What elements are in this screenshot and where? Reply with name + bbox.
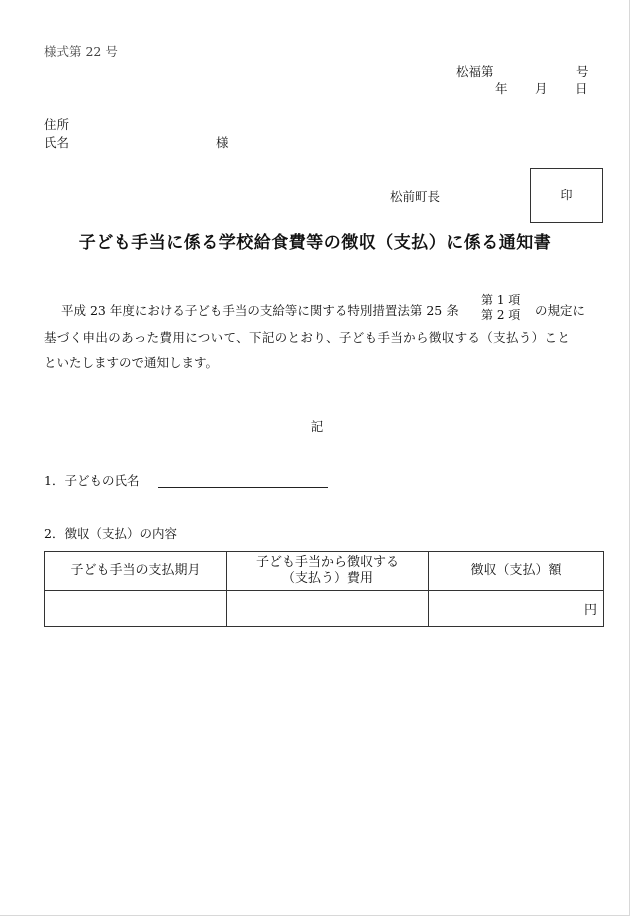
header-expense bbox=[227, 552, 429, 591]
clause-option-1: 第 1 項 bbox=[481, 293, 521, 307]
name-label: 氏名 bbox=[44, 135, 70, 150]
header-expense-text: 子ども手当から徴収する （支払う）費用 bbox=[255, 555, 399, 586]
seal-box bbox=[530, 168, 603, 223]
date-month: 月 bbox=[535, 81, 548, 96]
header-payment-month-text: 子ども手当の支払期月 bbox=[70, 563, 201, 579]
payment-month-cell[interactable] bbox=[45, 591, 227, 627]
child-name-label: 1．子どもの氏名 bbox=[44, 473, 140, 488]
child-name-field[interactable] bbox=[158, 487, 328, 488]
body-line-2: 基づく申出のあった費用について、下記のとおり、子ども手当から徴収する（支払う）こと bbox=[44, 330, 571, 345]
reference-suffix: 号 bbox=[576, 64, 589, 79]
body-line-3: といたしますので通知します。 bbox=[44, 355, 219, 370]
reference-prefix: 松福第 bbox=[456, 64, 494, 79]
expense-cell[interactable] bbox=[227, 591, 429, 627]
table-row bbox=[45, 591, 604, 627]
reference-number bbox=[456, 64, 589, 79]
seal-label: 印 bbox=[560, 188, 573, 203]
body-line-1-end: の規定に bbox=[535, 303, 586, 318]
address-label: 住所 bbox=[44, 117, 70, 132]
collection-content-label: 2．徴収（支払）の内容 bbox=[44, 526, 177, 541]
clause-option-2: 第 2 項 bbox=[481, 308, 521, 322]
date-day: 日 bbox=[575, 81, 588, 96]
form-number: 様式第 22 号 bbox=[44, 44, 118, 59]
amount-cell[interactable]: 円 bbox=[429, 591, 604, 627]
document-title: 子ども手当に係る学校給食費等の徴収（支払）に係る通知書 bbox=[78, 233, 552, 253]
ki-heading: 記 bbox=[310, 419, 324, 434]
header-amount-text: 徴収（支払）額 bbox=[470, 563, 562, 579]
header-payment-month bbox=[45, 552, 227, 591]
honorific: 様 bbox=[216, 135, 229, 150]
clause-options bbox=[481, 293, 520, 323]
table-header-row bbox=[45, 552, 604, 591]
issuer-title: 松前町長 bbox=[390, 189, 441, 204]
body-line-1: 平成 23 年度における子ども手当の支給等に関する特別措置法第 25 条 bbox=[61, 303, 459, 318]
collection-table bbox=[44, 551, 604, 627]
header-amount bbox=[429, 552, 604, 591]
date-year: 年 bbox=[495, 81, 508, 96]
